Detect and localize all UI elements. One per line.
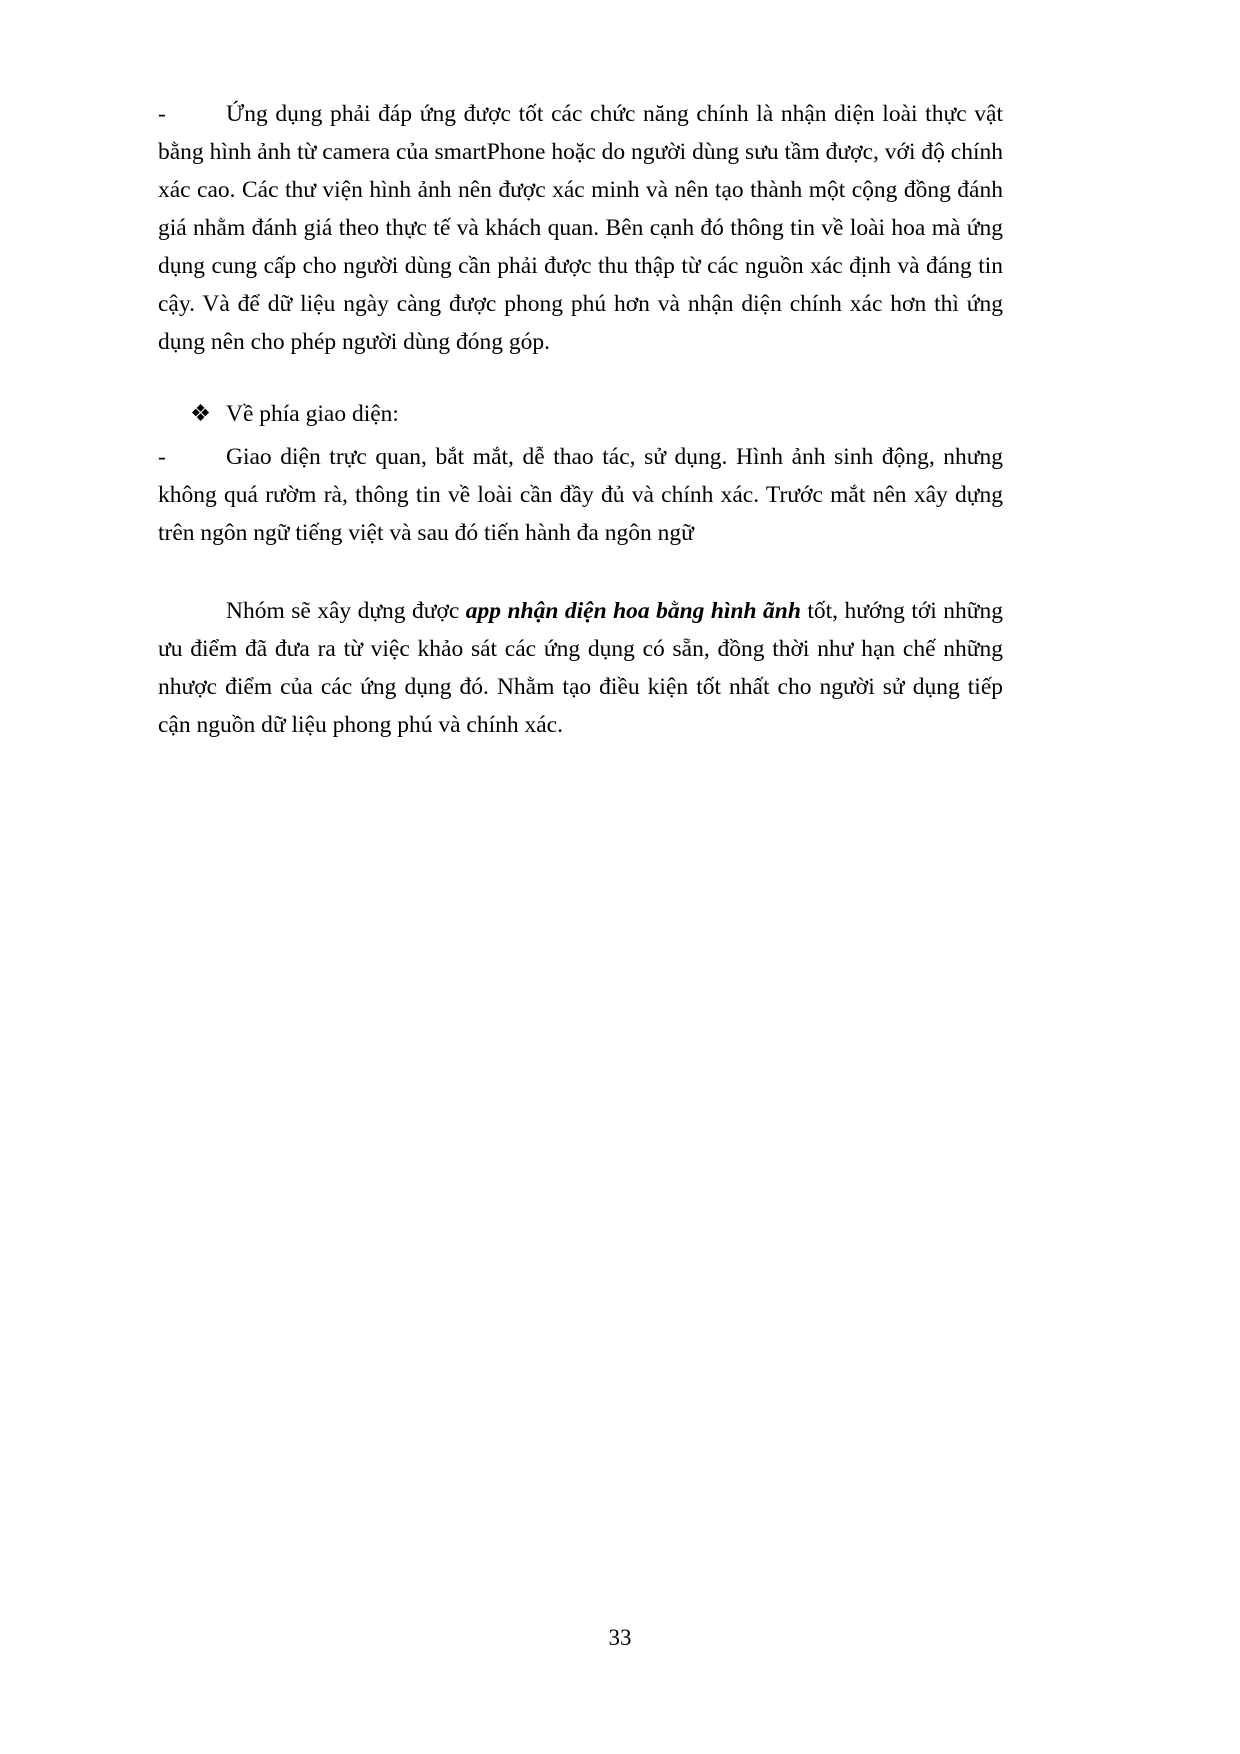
bullet-heading-interface xyxy=(158,395,1003,433)
page-content xyxy=(158,95,1003,744)
closing-text-before: Nhóm sẽ xây dựng được xyxy=(226,597,466,624)
bullet-heading-text: Về phía giao diện: xyxy=(226,401,399,428)
paragraph-interface xyxy=(158,438,1003,552)
paragraph-requirements-text: Ứng dụng phải đáp ứng được tốt các chức năng chính là nhận diện loài thực vật bằng hình ảnh từ camera của smartPhone hoặc do người dùng sưu tầm được, với độ chính xác cao. Các thư viện hình ảnh nên được xác minh và nên tạo thành một cộng đồng đánh giá nhằm đánh giá theo thực tế và khách quan. Bên cạnh đó thông tin về loài hoa mà ứng dụng cung cấp cho người dùng cần phải được thu thập từ các nguồn xác định và đáng tin cậy. Và để dữ liệu ngày càng được phong phú hơn và nhận diện chính xác hơn thì ứng dụng nên cho phép người dùng đóng góp. xyxy=(158,101,1003,356)
diamond-bullet-icon: ❖ xyxy=(190,401,212,428)
dash-marker: - xyxy=(158,101,166,127)
paragraph-interface-text: Giao diện trực quan, bắt mắt, dễ thao tác, sử dụng. Hình ảnh sinh động, nhưng không quá rườm rà, thông tin về loài cần đầy đủ và chính xác. Trước mắt nên xây dựng trên ngôn ngữ tiếng việt và sau đó tiến hành đa ngôn ngữ xyxy=(158,443,1003,546)
dash-marker: - xyxy=(158,443,166,470)
paragraph-closing xyxy=(158,592,1003,744)
closing-text-after: tốt, hướng tới những ưu điểm đã đưa ra từ việc khảo sát các ứng dụng có sẵn, đồng thời như hạn chế những nhược điểm của các ứng dụng đó. Nhằm tạo điều kiện tốt nhất cho người sử dụng tiếp cận nguồn dữ liệu phong phú và chính xác. xyxy=(158,597,1003,738)
closing-text-emphasis: app nhận diện hoa bằng hình ãnh xyxy=(465,597,801,624)
page-number: 33 xyxy=(608,1625,632,1650)
paragraph-requirements xyxy=(158,95,1003,361)
